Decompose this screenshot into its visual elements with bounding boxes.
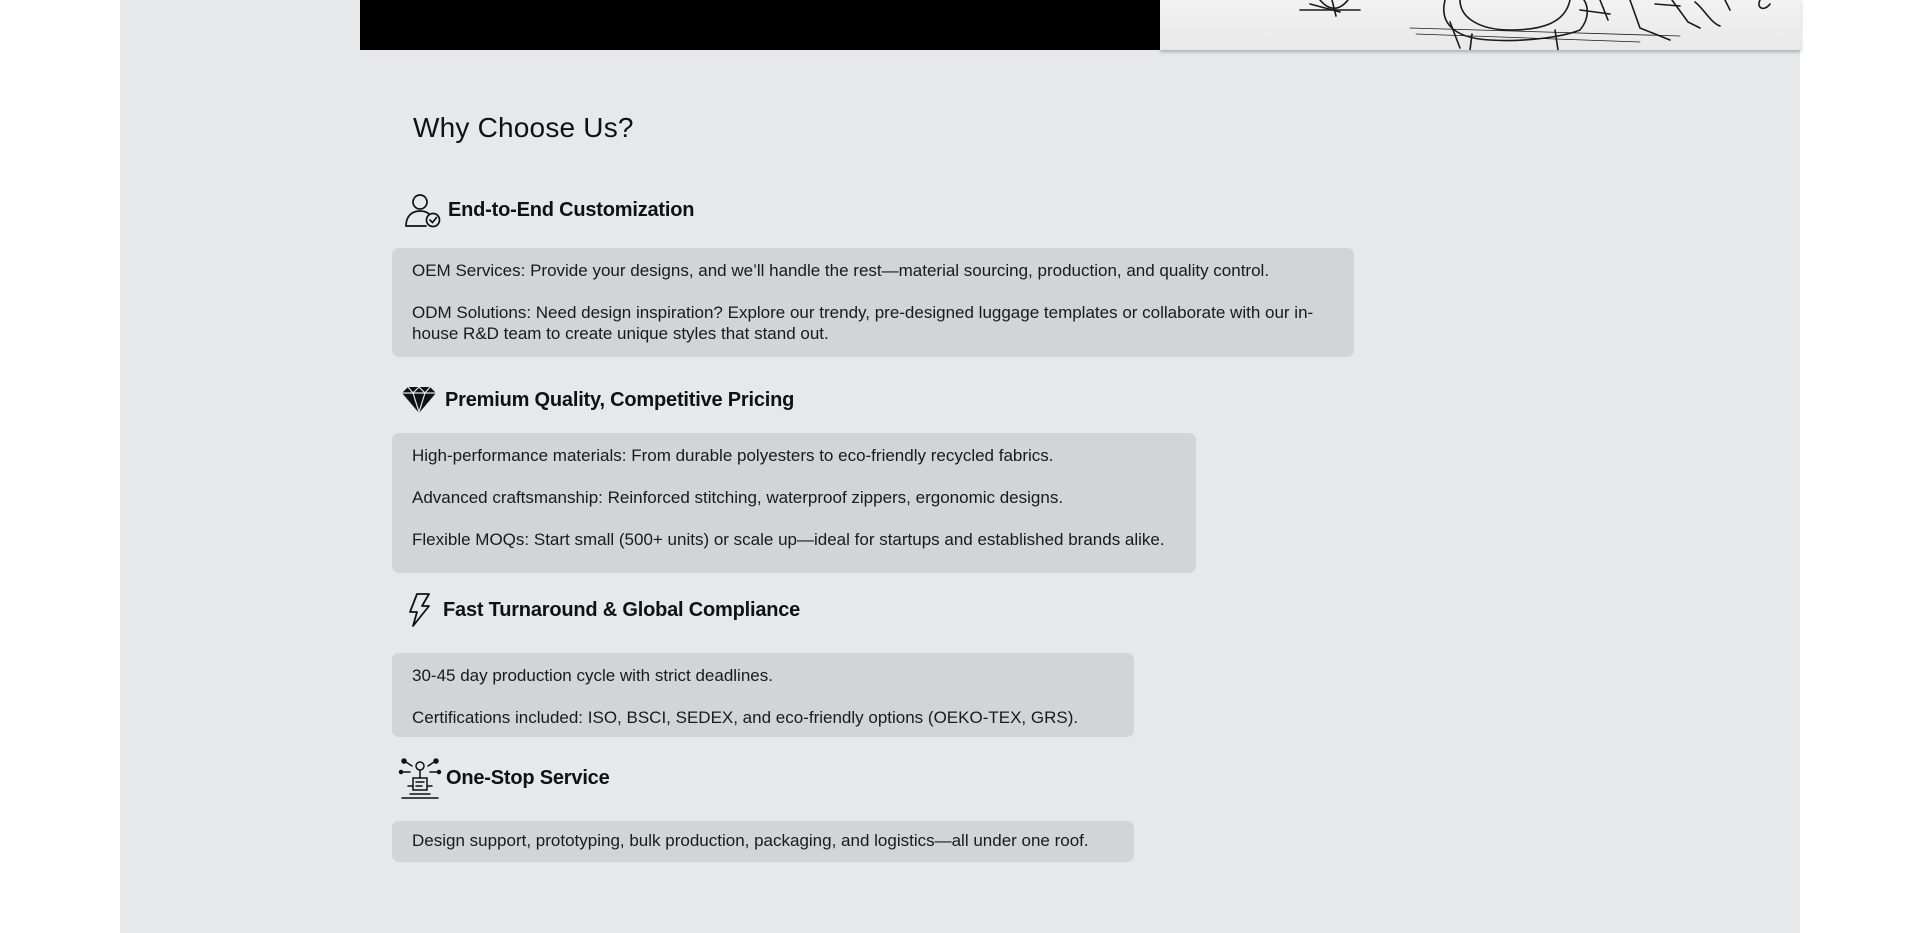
lightning-icon <box>399 590 439 630</box>
feature-heading-quality <box>397 380 794 420</box>
feature-description-one-stop <box>392 821 1134 862</box>
feature-line: Advanced craftsmanship: Reinforced stitching, waterproof zippers, ergonomic designs. <box>412 488 1064 507</box>
user-check-icon <box>400 190 444 230</box>
feature-line: 30-45 day production cycle with strict deadlines. <box>412 666 773 685</box>
feature-line: High-performance materials: From durable polyesters to eco-friendly recycled fabrics. <box>412 446 1054 465</box>
section-title: Why Choose Us? <box>413 112 634 143</box>
hero-sketch-image <box>1160 0 1801 50</box>
diamond-icon <box>397 380 441 420</box>
feature-title: Fast Turnaround & Global Compliance <box>443 598 801 621</box>
service-network-icon <box>398 756 442 800</box>
feature-heading-customization <box>400 190 694 230</box>
feature-line: Certifications included: ISO, BSCI, SEDEX, and eco-friendly options (OEKO-TEX, GRS). <box>412 708 1079 727</box>
feature-description-customization <box>392 248 1354 357</box>
feature-line: OEM Services: Provide your designs, and we’ll handle the rest—material sourcing, production, and quality control. <box>412 261 1270 280</box>
feature-title: End-to-End Customization <box>448 198 695 221</box>
feature-heading-turnaround <box>399 590 800 630</box>
feature-line: Design support, prototyping, bulk production, packaging, and logistics—all under one roof. <box>412 831 1089 850</box>
hero-video-area <box>360 0 1160 50</box>
page-background <box>120 0 1800 933</box>
feature-title: Premium Quality, Competitive Pricing <box>445 388 795 411</box>
feature-description-quality <box>392 433 1196 573</box>
feature-title: One-Stop Service <box>446 766 610 789</box>
feature-description-turnaround <box>392 653 1134 737</box>
feature-line: ODM Solutions: Need design inspiration? Explore our trendy, pre-designed luggage templates or collaborate with our in-house R&D team to create unique styles that stand out. <box>412 303 1314 343</box>
feature-heading-one-stop <box>398 758 610 798</box>
feature-line: Flexible MOQs: Start small (500+ units) or scale up—ideal for startups and established brands alike. <box>412 530 1165 549</box>
